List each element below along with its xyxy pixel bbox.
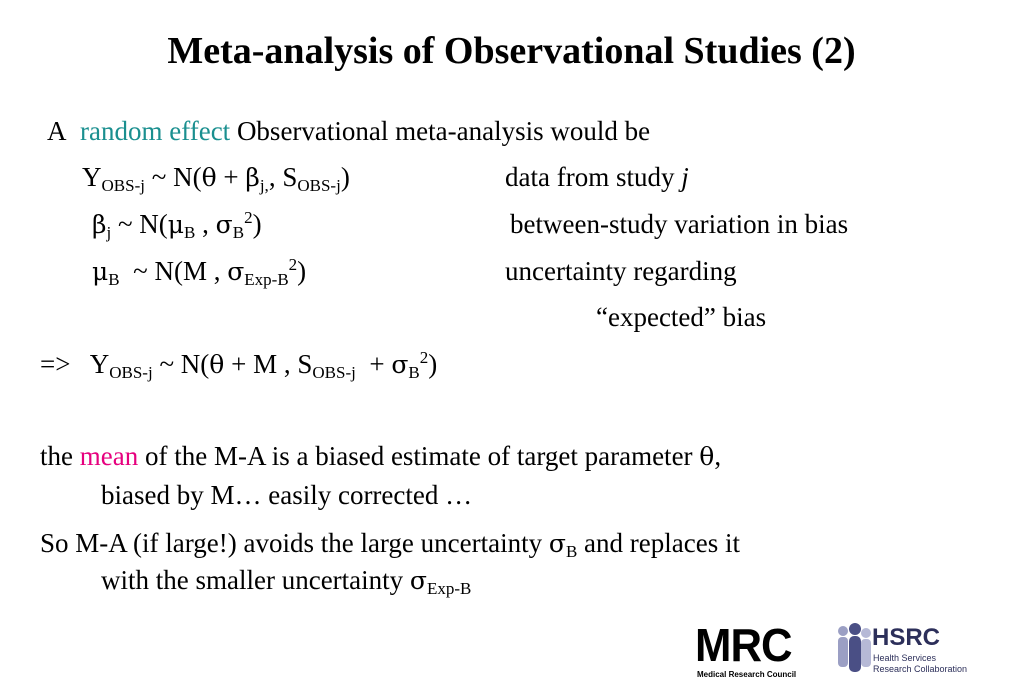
eq4-plus-m: + M , S [231,349,313,379]
paragraph-2-line-1 [40,526,740,561]
hsrc-line-1: Health Services [873,653,937,663]
eq1-note-text: data from study [505,162,675,192]
eq3-note-2: “expected” bias [596,302,767,332]
eq4-y: Y [89,349,110,379]
eq1-y: Y [82,162,102,192]
eq2-comma: , [202,209,209,239]
eq2-mu: μ [167,210,185,239]
p1-rest: of the M-A is a biased estimate of target parameter [144,441,693,471]
eq2-close: ) [252,209,262,239]
eq2-sigma: σ [215,210,233,239]
equation-3 [92,254,306,289]
eq3-sigma: σ [227,257,245,286]
p1-highlight: mean [79,441,139,471]
p2-line2a: with the smaller uncertainty [101,565,404,595]
paragraph-1-line-2: biased by M… easily corrected … [101,480,473,510]
p2-sub-b: B [565,542,578,561]
intro-rest: Observational meta-analysis would be [236,116,651,146]
equation-2 [92,207,262,242]
eq3-tilde: ~ N(M , [133,256,221,286]
p1-theta: θ [699,442,715,471]
eq4-mid: ~ N( [159,349,210,379]
eq1-note-j: j [681,162,689,192]
eq1-sub2: OBS-j [297,176,341,195]
eq2-sup: 2 [244,208,253,227]
p1-comma: , [714,441,722,471]
eq1-beta: β [245,163,260,192]
intro-a: A [47,116,67,146]
eq4-sub-b: B [408,363,420,382]
p1-the: the [40,441,73,471]
eq1-plus: + [223,162,239,192]
p2-sub-exp: Exp-B [426,579,472,598]
hsrc-line-2: Research Collaboration [873,664,968,674]
eq3-sub-exp: Exp-B [244,270,289,289]
eq1-comma-s: , S [268,162,298,192]
intro-line [47,114,650,148]
mrc-logo: MRC [695,619,792,671]
people-icon [834,622,874,678]
paragraph-2-line-2 [101,563,471,598]
eq4-sub2: OBS-j [312,363,356,382]
logos [695,618,1015,680]
paragraph-1-line-1 [40,439,721,474]
eq1-tilde: ~ N( [151,162,202,192]
equation-1 [82,160,350,195]
eq1-close: ) [340,162,350,192]
eq4-theta: θ [209,350,225,379]
eq3-sub-b: B [108,270,120,289]
intro-highlight: random effect [80,116,231,146]
eq1-sub: OBS-j [101,176,145,195]
eq4-sigma: σ [391,350,409,379]
eq4-sub: OBS-j [109,363,153,382]
p2-sigma: σ [548,529,566,558]
mrc-logo-subtitle: Medical Research Council [697,670,797,679]
p2-sigma2: σ [409,566,427,595]
eq4-close: ) [428,349,438,379]
eq2-sub-b2: B [232,223,245,242]
eq3-sup: 2 [288,255,298,274]
eq4-arrow: => [40,349,71,379]
eq4-sup: 2 [419,348,429,367]
eq2-sub-b: B [184,223,196,242]
equation-4 [40,347,437,382]
eq2-beta: β [92,210,107,239]
slide-title: Meta-analysis of Observational Studies (2) [167,30,856,72]
p2-line1b: and replaces it [584,528,740,558]
eq1-note [505,160,689,194]
eq4-plus: + [369,349,385,379]
eq2-note: between-study variation in bias [510,209,849,239]
hsrc-logo: HSRC [872,624,941,651]
p2-line1a: So M-A (if large!) avoids the large uncertainty [40,528,543,558]
eq2-tilde: ~ N( [117,209,168,239]
eq3-mu: μ [92,257,109,286]
eq3-close: ) [297,256,307,286]
eq1-sub-j: j, [259,176,269,195]
eq2-sub-j: j [106,223,112,242]
eq3-note-1: uncertainty regarding [505,256,737,286]
eq1-theta: θ [201,163,217,192]
